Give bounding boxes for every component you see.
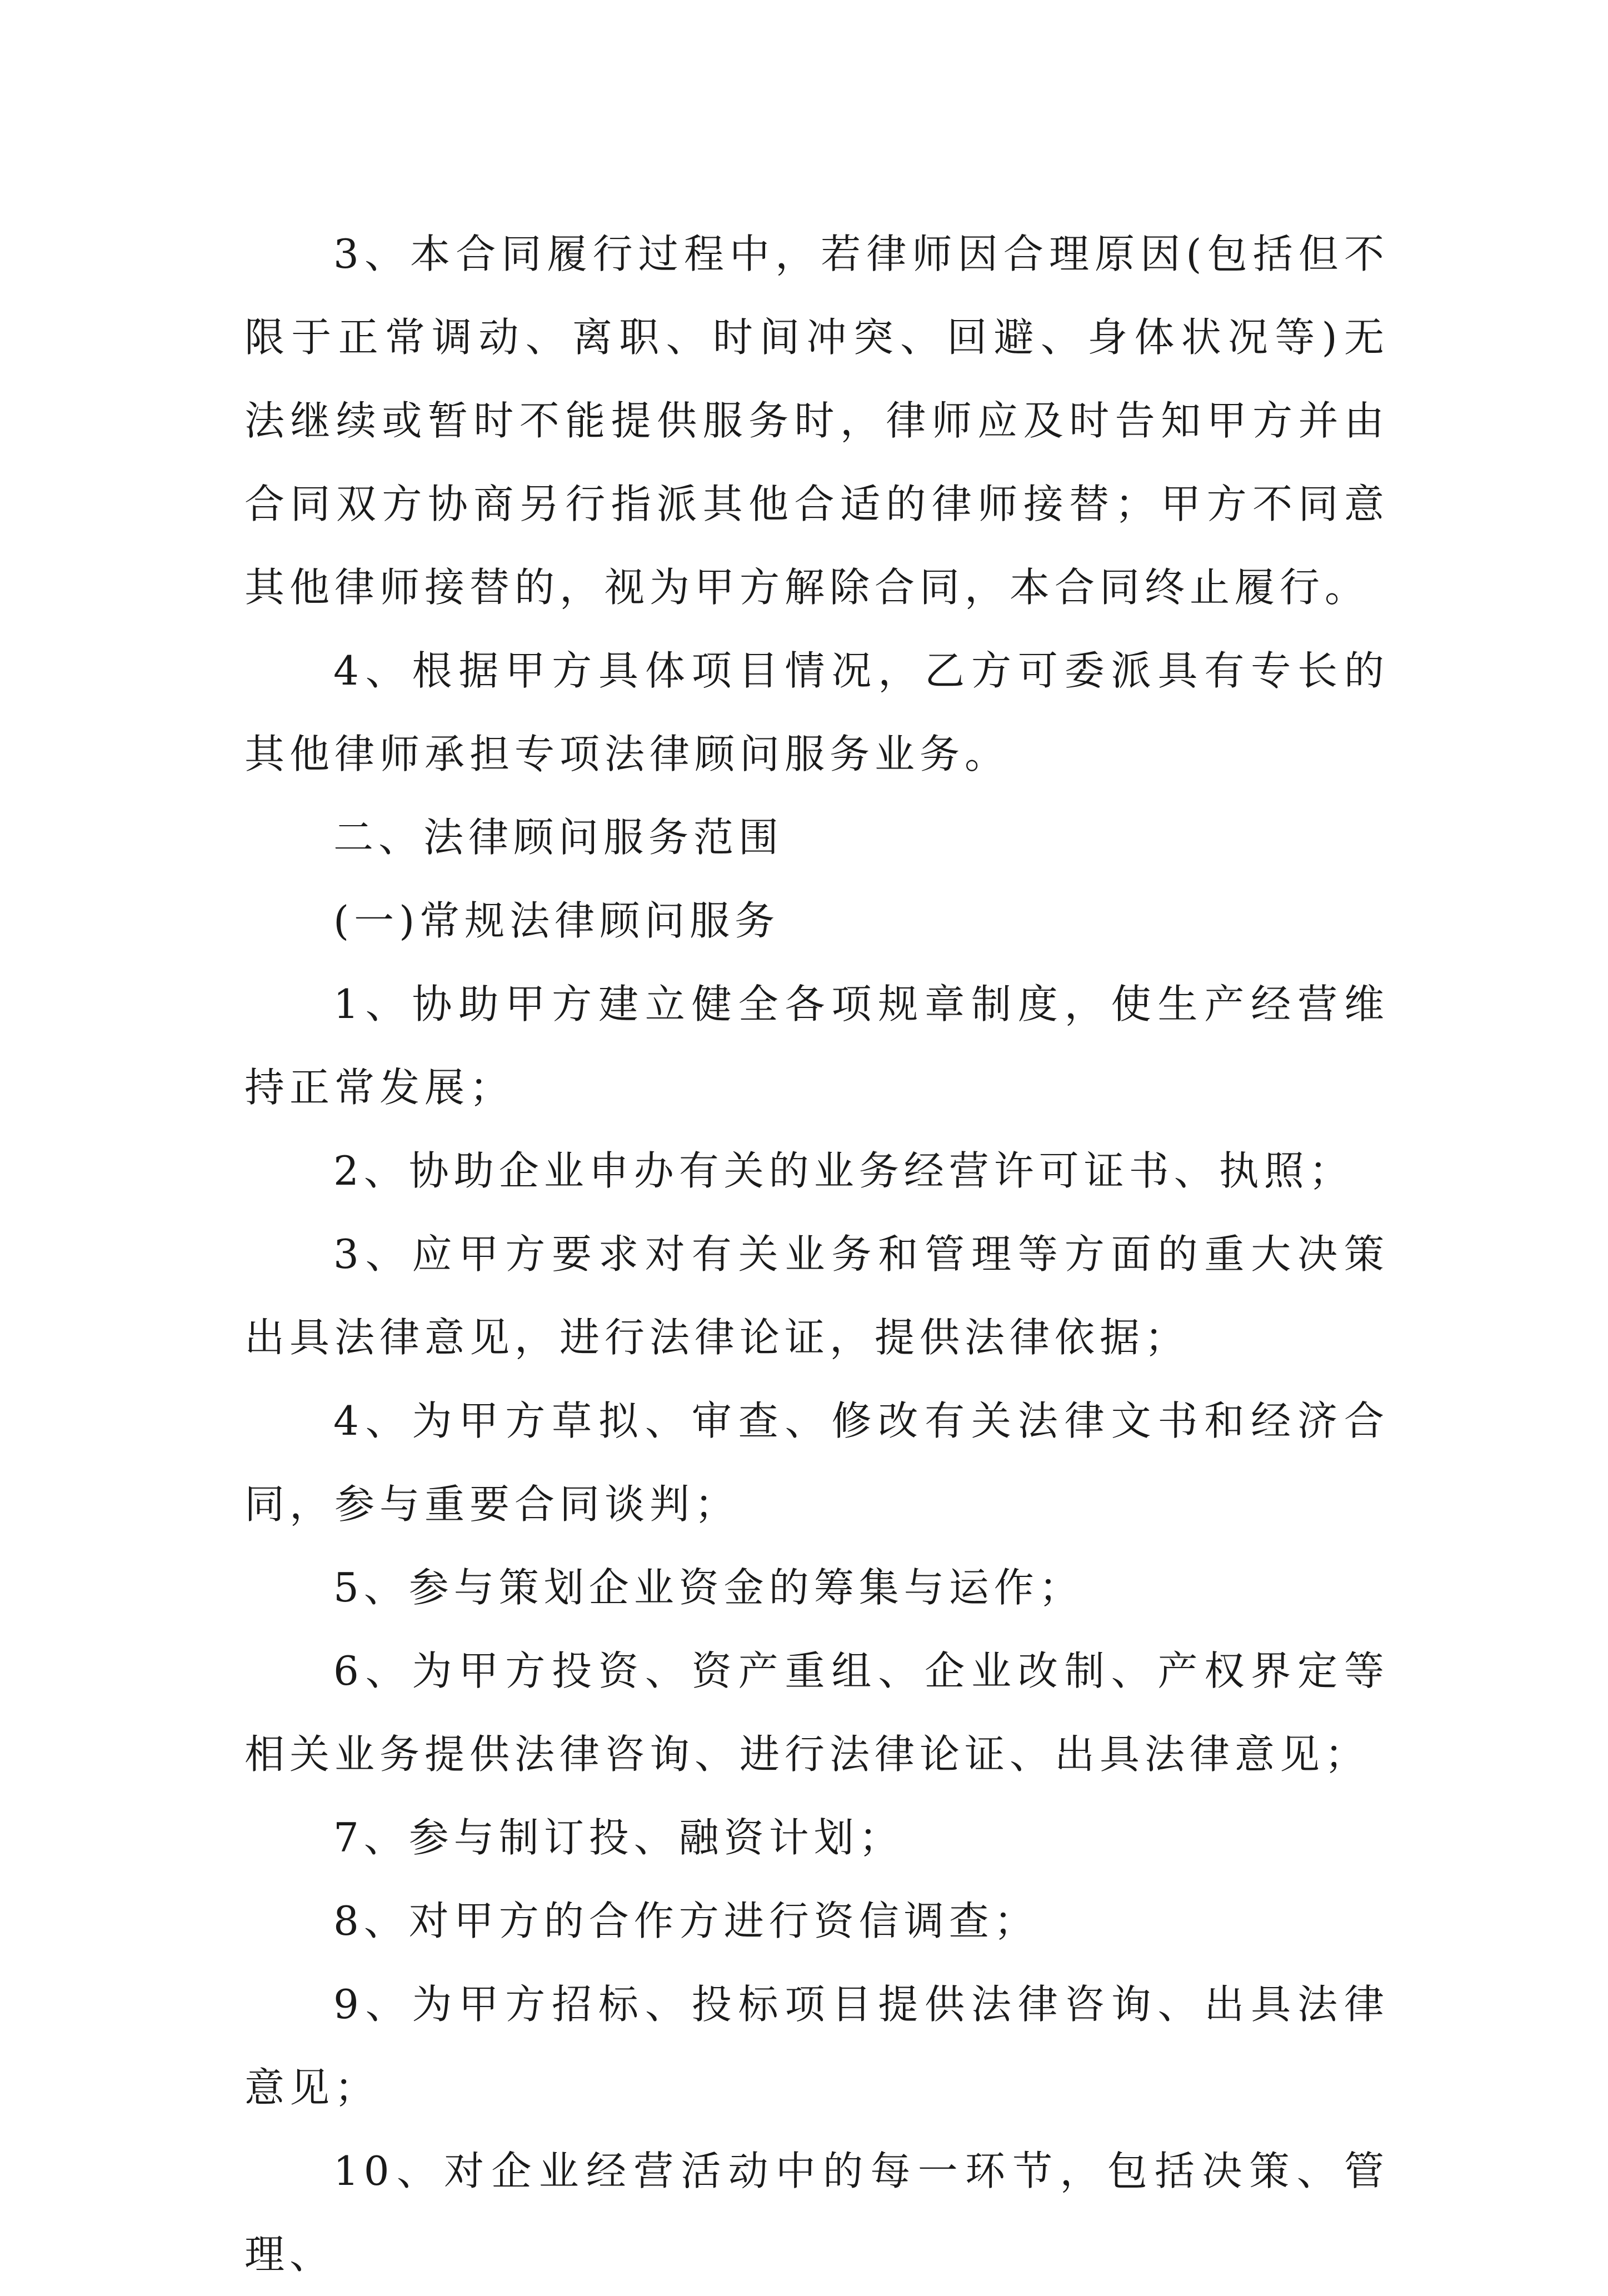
list-item-6: 6、为甲方投资、资产重组、企业改制、产权界定等相关业务提供法律咨询、进行法律论证、出具法律意见；	[244, 1648, 1389, 1778]
list-item-7: 7、参与制订投、融资计划；	[333, 1814, 904, 1861]
paragraph-clause-3-lawyer-replacement: 3、本合同履行过程中，若律师因合理原因(包括但不限于正常调动、离职、时间冲突、回避、身体状况等)无法继续或暂时不能提供服务时，律师应及时告知甲方并由合同双方协商另行指派其他合适的律师接替；甲方不同意其他律师接替的，视为甲方解除合同，本合同终止履行。	[244, 231, 1389, 611]
list-item-9: 9、为甲方招标、投标项目提供法律咨询、出具法律意见；	[244, 1981, 1389, 2111]
paragraph-clause-4-specialist-lawyers: 4、根据甲方具体项目情况，乙方可委派具有专长的其他律师承担专项法律顾问服务业务。	[244, 647, 1389, 777]
list-item-1: 1、协助甲方建立健全各项规章制度，使生产经营维持正常发展；	[244, 981, 1389, 1111]
list-item-10: 10、对企业经营活动中的每一环节，包括决策、管理、	[244, 2148, 1389, 2278]
list-item-3: 3、应甲方要求对有关业务和管理等方面的重大决策出具法律意见，进行法律论证，提供法律依据；	[244, 1231, 1389, 1361]
section-heading-service-scope: 二、法律顾问服务范围	[333, 814, 784, 861]
list-item-5: 5、参与策划企业资金的筹集与运作；	[333, 1564, 1084, 1611]
subsection-heading-regular-services: (一)常规法律顾问服务	[333, 897, 780, 944]
list-item-2: 2、协助企业申办有关的业务经营许可证书、执照；	[333, 1147, 1354, 1194]
list-item-8: 8、对甲方的合作方进行资信调查；	[333, 1898, 1039, 1944]
document-body	[244, 212, 1389, 2296]
list-item-4: 4、为甲方草拟、审查、修改有关法律文书和经济合同，参与重要合同谈判；	[244, 1397, 1389, 1528]
